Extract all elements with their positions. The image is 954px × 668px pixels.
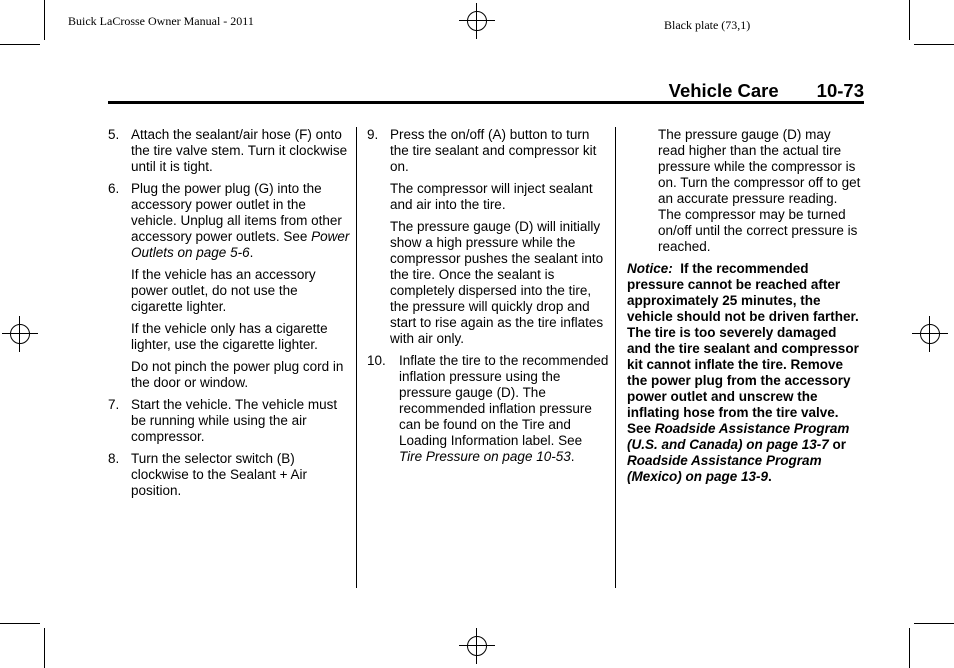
crop-mark (914, 44, 954, 45)
step-note: The pressure gauge (D) will initially show a high pressure while the compressor pushes the sealant into the tire. Once the sealant is completely dispersed into the tire, the pressure will quickly drop and start to rise again as the tire inflates with air only. (390, 219, 604, 346)
crop-mark (0, 623, 40, 624)
step-number: 10. (367, 353, 386, 368)
step-9 (367, 127, 609, 175)
crop-mark (909, 0, 910, 40)
header-rule (108, 101, 864, 104)
cross-reference: Power Outlets on page 5-6 (131, 229, 350, 260)
step-text: Press the on/off (A) button to turn the tire sealant and compressor kit on. (390, 127, 597, 174)
step-text: Attach the sealant/air hose (F) onto the tire valve stem. Turn it clockwise until it is tight. (131, 127, 348, 174)
page-header (669, 80, 864, 102)
registration-mark-icon (459, 628, 495, 664)
notice-label: Notice: (627, 261, 673, 276)
crop-mark (44, 628, 45, 668)
step-text: Plug the power plug (G) into the accessory power outlet in the vehicle. Unplug all items from other accessory power outlets. See (131, 181, 342, 244)
step-note: If the vehicle only has a cigarette lighter, use the cigarette lighter. (131, 321, 328, 352)
step-note: If the vehicle has an accessory power outlet, do not use the cigarette lighter. (131, 267, 316, 314)
step-number: 9. (367, 127, 379, 142)
step-8 (108, 451, 352, 499)
step-10: 10. Inflate the tire to the recommended inflation pressure using the pressure gauge (D). The recommended inflation pressure can be found on the Tire and Loading Information label. See Tire Pressure on page 10-53. (367, 353, 609, 464)
step-note: Do not pinch the power plug cord in the door or window. (131, 359, 344, 390)
notice-text: If the recommended pressure cannot be reached after approximately 25 minutes, the vehicle should not be driven farther. The tire is too severely damaged and the tire sealant and compressor kit cannot inflate the tire. Remove the power plug from the accessory power outlet and unscrew the inflating hose from the tire valve. See (627, 261, 859, 436)
step-text: Inflate the tire to the recommended inflation pressure using the pressure gauge (D). The recommended inflation pressure can be found on the Tire and Loading Information label. See (399, 353, 609, 448)
step-text: Turn the selector switch (B) clockwise to the Sealant + Air position. (131, 451, 307, 498)
registration-mark-icon (912, 316, 948, 352)
registration-mark-icon (2, 316, 38, 352)
pressure-gauge-paragraph: The pressure gauge (D) may read higher than the actual tire pressure while the compressor is on. Turn the compressor off to get an accurate pressure reading. The compressor may be turned on/off until the correct pressure is reached. (658, 127, 861, 254)
step-text: Start the vehicle. The vehicle must be running while using the air compressor. (131, 397, 338, 444)
column-divider (615, 127, 616, 588)
column-3 (627, 127, 861, 485)
crop-mark (44, 0, 45, 40)
column-2 (367, 127, 609, 471)
running-head-right: Black plate (73,1) (664, 18, 751, 32)
registration-mark-icon (459, 3, 495, 39)
cross-reference: Roadside Assistance Program (Mexico) on page 13-9 (627, 453, 822, 484)
step-7 (108, 397, 352, 445)
cross-reference: Tire Pressure on page 10-53 (399, 449, 571, 464)
crop-mark (914, 623, 954, 624)
step-number: 6. (108, 181, 120, 196)
step-number: 5. (108, 127, 120, 142)
step-number: 7. (108, 397, 120, 412)
step-5 (108, 127, 352, 175)
crop-mark (0, 44, 40, 45)
running-head-left: Buick LaCrosse Owner Manual - 2011 (68, 14, 254, 28)
page-number: 10-73 (816, 80, 864, 101)
column-1 (108, 127, 352, 505)
column-divider (356, 127, 357, 588)
section-title: Vehicle Care (668, 80, 779, 101)
step-note: The compressor will inject sealant and air into the tire. (390, 181, 593, 212)
cross-reference: Roadside Assistance Program (U.S. and Canada) on page 13-7 (627, 421, 850, 452)
step-number: 8. (108, 451, 120, 466)
notice-block: Notice: If the recommended pressure cannot be reached after approximately 25 minutes, the vehicle should not be driven farther. The tire is too severely damaged and the tire sealant and compressor kit cannot inflate the tire. Remove the power plug from the accessory power outlet and unscrew the inflating hose from the tire valve. See Roadside Assistance Program (U.S. and Canada) on page 13-7 or Roadside Assistance Program (Mexico) on page 13-9. (627, 261, 859, 484)
step-6: 6. Plug the power plug (G) into the accessory power outlet in the vehicle. Unplug all items from other accessory power outlets. See Power Outlets on page 5-6. (108, 181, 350, 260)
crop-mark (909, 628, 910, 668)
